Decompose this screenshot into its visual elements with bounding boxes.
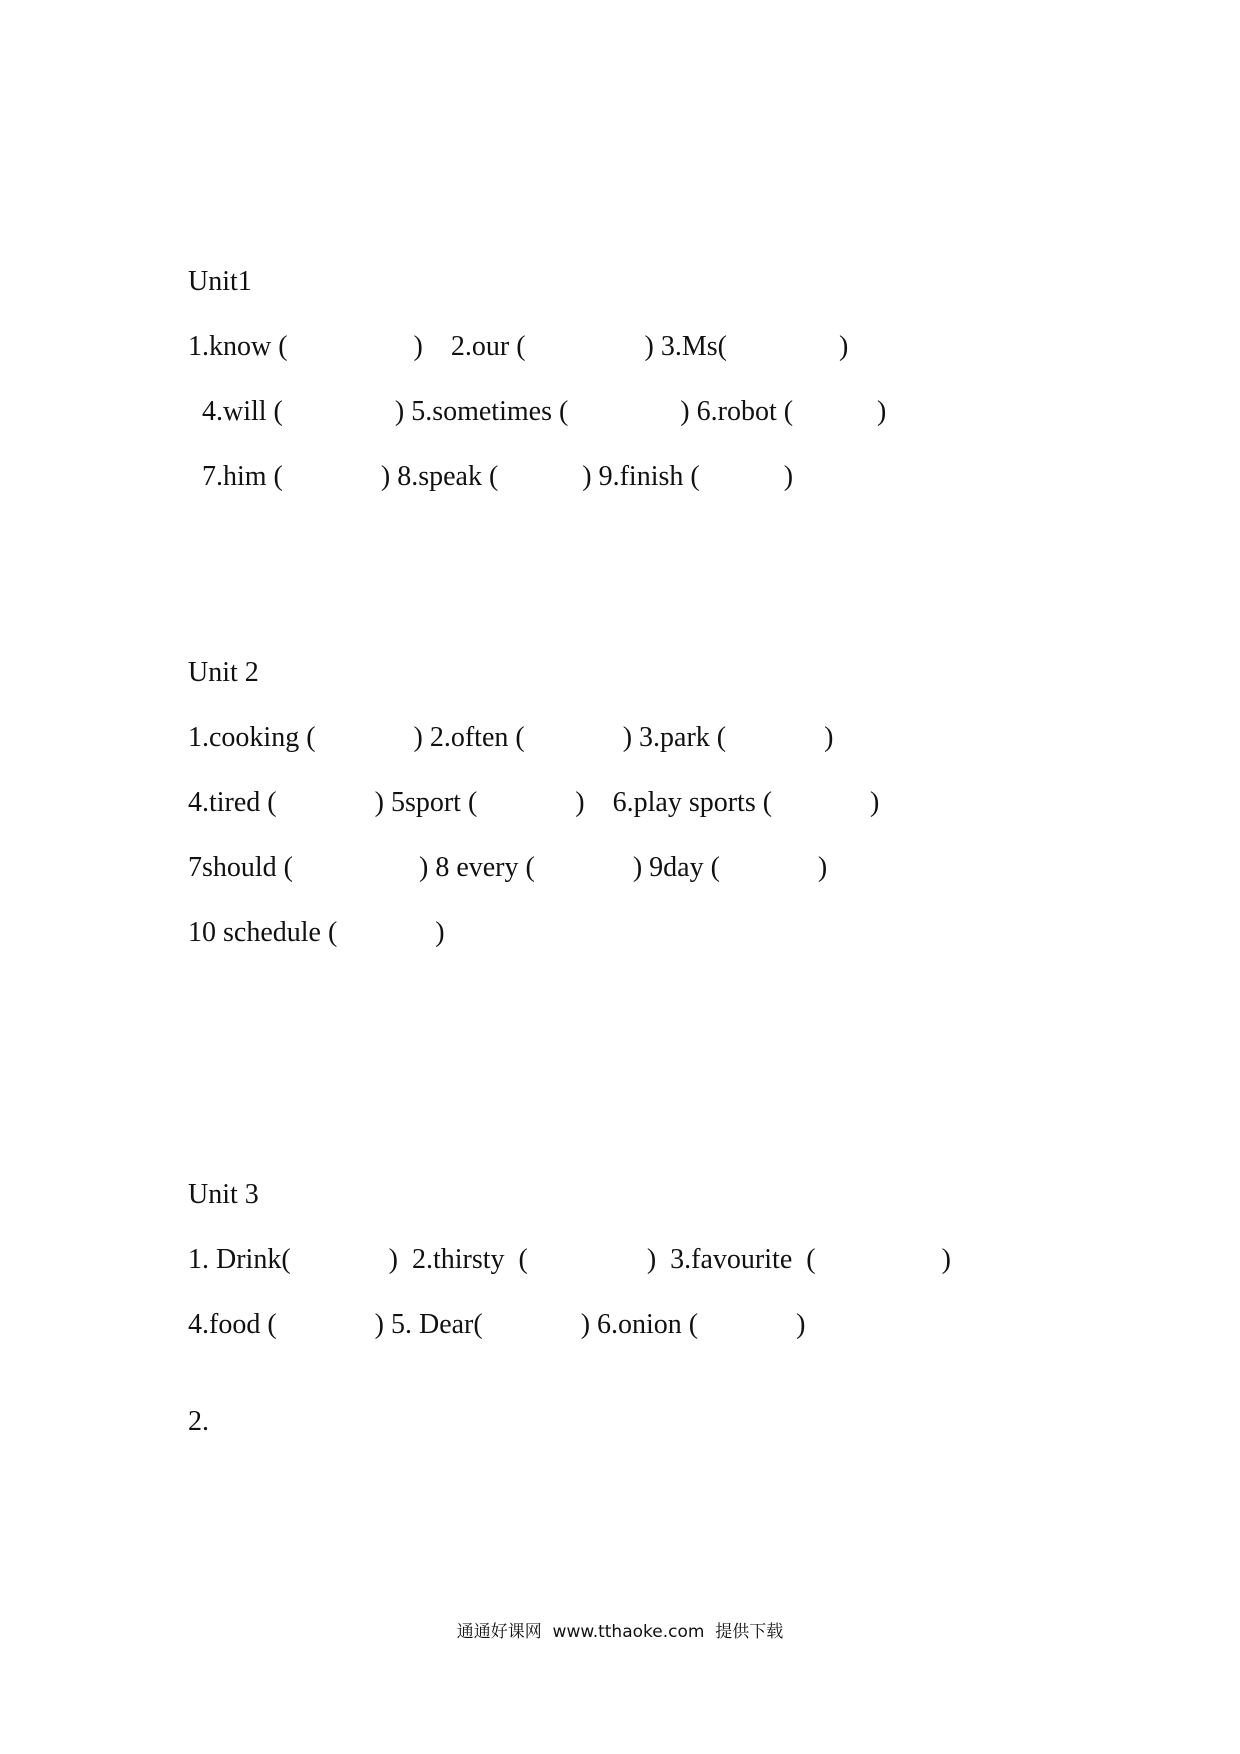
unit3-line-2: 4.food ( ) 5. Dear( ) 6.onion ( ): [188, 1309, 806, 1340]
unit2-line-1: 1.cooking ( ) 2.often ( ) 3.park ( ): [188, 722, 834, 753]
unit2-line-3: 7should ( ) 8 every ( ) 9day ( ): [188, 852, 828, 883]
unit1-line-1: 1.know ( ) 2.our ( ) 3.Ms( ): [188, 331, 849, 362]
unit2-line-4: 10 schedule ( ): [188, 917, 445, 948]
item-2-label: 2.: [188, 1406, 209, 1437]
unit1-line-2: 4.will ( ) 5.sometimes ( ) 6.robot ( ): [202, 396, 887, 427]
unit2-heading: Unit 2: [188, 657, 259, 688]
unit1-line-3: 7.him ( ) 8.speak ( ) 9.finish ( ): [202, 461, 794, 492]
unit3-heading: Unit 3: [188, 1179, 259, 1210]
unit1-heading: Unit1: [188, 266, 252, 297]
unit2-line-2: 4.tired ( ) 5sport ( ) 6.play sports ( ): [188, 787, 880, 818]
unit3-line-1: 1. Drink( ) 2.thirsty ( ) 3.favourite ( ): [188, 1244, 951, 1275]
footer-source-note: 通通好课网 www.tthaoke.com 提供下载: [456, 1622, 784, 1642]
